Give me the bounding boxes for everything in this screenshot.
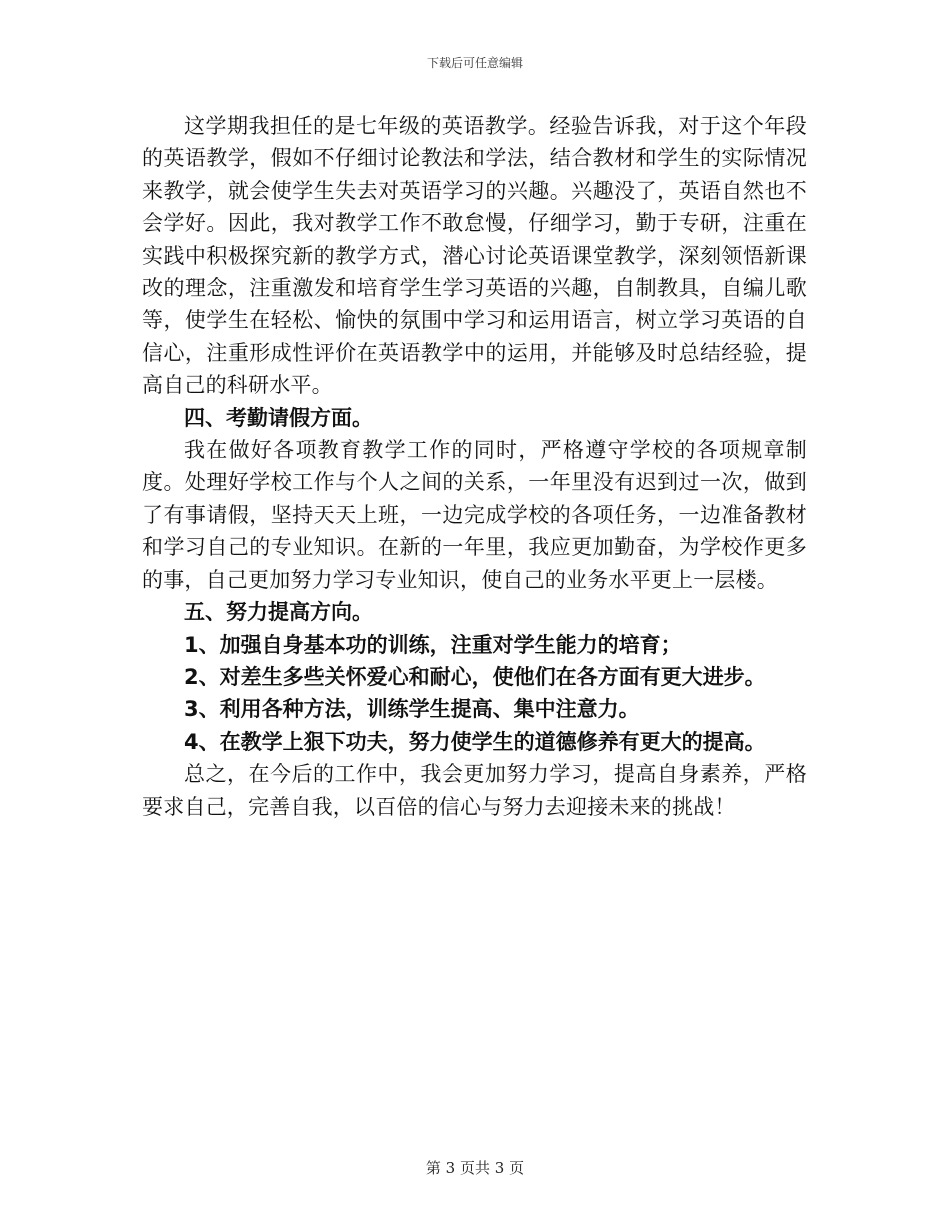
improvement-item-3: 3、利用各种方法，训练学生提高、集中注意力。 bbox=[184, 697, 640, 722]
section-heading-attendance: 四、考勤请假方面。 bbox=[184, 405, 373, 430]
improvement-item-2: 2、对差生多些关怀爱心和耐心，使他们在各方面有更大进步。 bbox=[184, 664, 766, 689]
page-number: 第 3 页共 3 页 bbox=[425, 1159, 525, 1177]
improvement-item-1: 1、加强自身基本功的训练，注重对学生能力的培育； bbox=[184, 632, 682, 657]
document-body bbox=[142, 110, 807, 823]
section-heading-improvement: 五、努力提高方向。 bbox=[184, 600, 373, 625]
paragraph-attendance: 我在做好各项教育教学工作的同时，严格遵守学校的各项规章制度。处理好学校工作与个人之间的关系，一年里没有迟到过一次，做到了有事请假，坚持天天上班，一边完成学校的各项任务，一边准备教材和学习自己的专业知识。在新的一年里，我应更加勤奋，为学校作更多的事，自己更加努力学习专业知识，使自己的业务水平更上一层楼。 bbox=[142, 438, 807, 592]
paragraph-teaching: 这学期我担任的是七年级的英语教学。经验告诉我，对于这个年段的英语教学，假如不仔细讨论教法和学法，结合教材和学生的实际情况来教学，就会使学生失去对英语学习的兴趣。兴趣没了，英语自然也不会学好。因此，我对教学工作不敢怠慢，仔细学习，勤于专研，注重在实践中积极探究新的教学方式，潜心讨论英语课堂教学，深刻领悟新课改的理念，注重激发和培育学生学习英语的兴趣，自制教具，自编儿歌等，使学生在轻松、愉快的氛围中学习和运用语言，树立学习英语的自信心，注重形成性评价在英语教学中的运用，并能够及时总结经验，提高自己的科研水平。 bbox=[142, 114, 807, 398]
improvement-item-4: 4、在教学上狠下功夫，努力使学生的道德修养有更大的提高。 bbox=[184, 729, 766, 754]
page-header-note: 下载后可任意编辑 bbox=[426, 56, 523, 70]
paragraph-conclusion: 总之，在今后的工作中，我会更加努力学习，提高自身素养，严格要求自己，完善自我，以百倍的信心与努力去迎接未来的挑战！ bbox=[142, 762, 807, 819]
